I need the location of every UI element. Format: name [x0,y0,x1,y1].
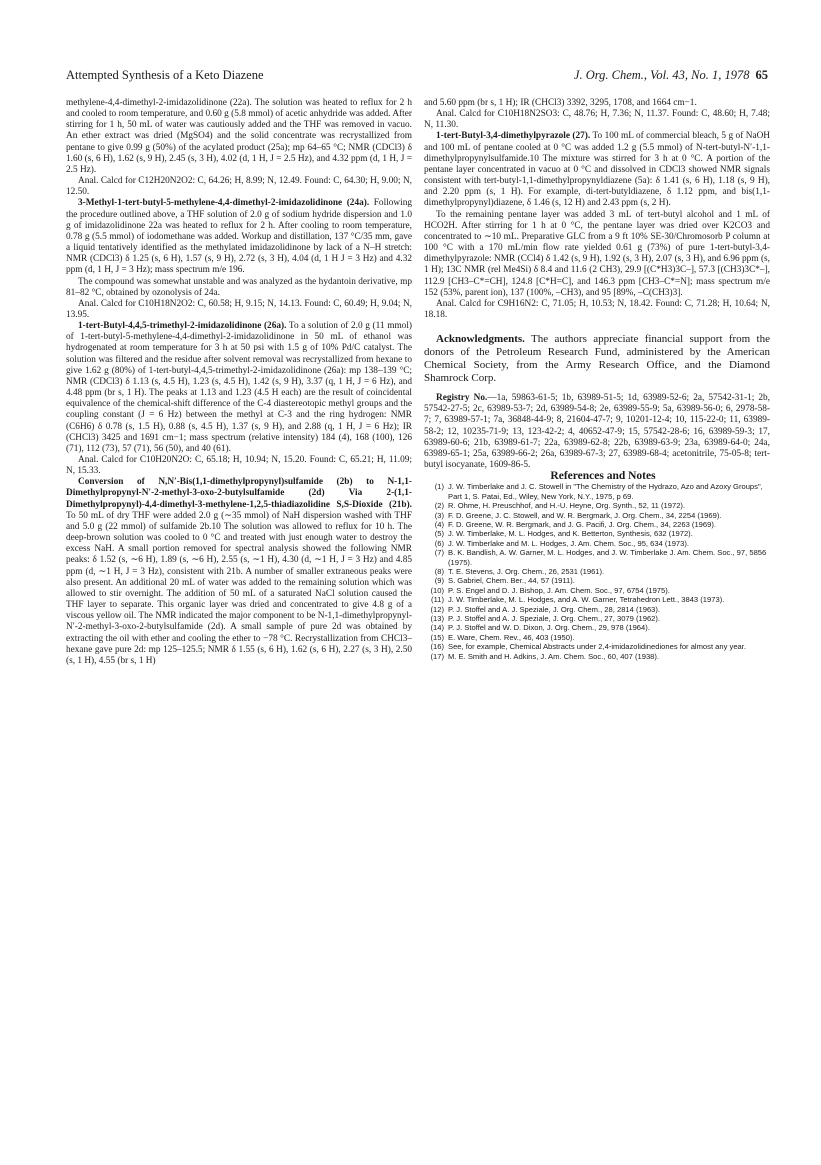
reference-text: M. E. Smith and H. Adkins, J. Am. Chem. Soc., 60, 407 (1938). [448,651,660,661]
reference-number: (1) [434,482,444,492]
reference-number: (16) [430,642,444,652]
reference-text: B. K. Bandlish, A. W. Garner, M. L. Hodges, and J. W. Timberlake J. Am. Chem. Soc., 97, 5856 (1975). [448,548,767,567]
running-title: Attempted Synthesis of a Keto Diazene [66,68,264,82]
paragraph [424,109,770,131]
paragraph-text: —1a, 59863-61-5; 1b, 63989-51-5; 1d, 63989-52-6; 2a, 57542-31-1; 2b, 57542-27-5; 2c, 63989-53-7; 2d, 63989-54-8; 2e, 63989-55-9; 5a, 63989-56-0; 6, 2978-58-7; 7, 63989-57-1; 7a, 36848-44-9; 8, 21604-47-7; 9, 10201-12-4; 10, 115-22-0; 11, 63989-58-2; 12, 10235-71-9; 13, 123-42-2; 4, 40652-47-9; 15, 57542-28-6; 16, 63989-59-3; 17, 63989-60-6; 21b, 63989-61-7; 22a, 63989-62-8; 22b, 63989-63-9; 23a, 63989-64-0; 24a, 63989-65-1; 25a, 63989-66-2; 26a, 63989-67-3; 27, 63989-68-4; acetonitrile, 75-05-8; tert-butyl isocyanate, 1609-86-5. [424,393,770,471]
reference-number: (13) [430,614,444,624]
reference-item [424,539,770,548]
paragraph-text: To a solution of 2.0 g (11 mmol) of 1-tert-butyl-5-methylene-4,4-dimethyl-2-imidazolidinone in 50 mL of ethanol was hydrogenated at room temperature for 3 h at 50 psi with 1.5 g of 10% Pd/C catalyst. The solution was filtered and the residue after solvent removal was recrystallized from hexane to give 1.62 g (80%) of 1-tert-butyl-4,4,5-trimethyl-2-imidazolidinone (26a): mp 138–139 °C; NMR (CDCl3) δ 1.13 (s, 4.5 H), 1.23 (s, 4.5 H), 1.42 (s, 9 H), 3.37 (q, 1 H, J = 6 Hz), and 4.48 ppm (br s, 1 H). The peaks at 1.13 and 1.23 (4.5 H each) are the result of coincidental equivalence of the chemical-shift difference of the C-4 diastereotopic methyl groups and the coupling constant (J = 6 Hz) between the methyl at C-3 and the ring hydrogen: NMR (C6H6) δ 0.78 (s, 1.5 H), 0.88 (s, 4.5 H), 1.37 (s, 9 H), and 2.88 (q, 1 H, J = 6 Hz); IR (CHCl3) 3425 and 1691 cm−1; mass spectrum (relative intensity) 184 (4), 168 (100), 126 (71), 112 (73), 57 (71), 56 (50), and 40 (61). [66,321,413,454]
reference-number: (5) [434,529,444,539]
reference-number: (10) [430,585,444,595]
reference-item [424,652,770,661]
reference-text: P. S. Engel and D. J. Bishop, J. Am. Chem. Soc., 97, 6754 (1975). [448,585,670,595]
paragraph [66,277,412,299]
section-heading: Acknowledgments. [436,333,525,346]
reference-item [424,576,770,585]
reference-item [424,595,770,604]
reference-text: J. W. Timberlake and J. C. Stowell in "The Chemistry of the Hydrazo, Azo and Azoxy Groups", Part 1, S. Patai, Ed., Wiley, New York, N.Y., 1975, p 69. [448,482,763,501]
reference-text: F. D. Greene, J. C. Stowell, and W. R. Bergmark, J. Org. Chem., 34, 2254 (1969). [448,510,722,520]
section-heading: Conversion of N,N′-Bis(1,1-dimethylpropynyl)sulfamide (2b) to N-1,1-Dimethylpropynyl-N′-2-methyl-3-oxo-2-butylsulfamide (2d) Via 2-(1,1-Dimethylpropynyl)-4,4-dimethyl-3-methylene-1,2,5-thiadiazolidine S,S-Dioxide (21b). [66,477,412,510]
paragraph-text: To 100 mL of commercial bleach, 5 g of NaOH and 100 mL of pentane cooled at 0 °C was added 1.2 g (5.5 mmol) of N-tert-butyl-N′-1,1-dimethylpropynylsulfamide.10 The mixture was stirred for 3 h at 0 °C. A portion of the pentane layer concentrated in vacuo at 0 °C and dissolved in CDCl3 showed NMR signals consistent with tert-butyl-1,1-dimethylpropynyldiazene (5a): δ 1.41 (s, 6 H), 1.18 (s, 9 H), and 2.20 ppm (s, 1 H). For example, di-tert-butyldiazene, δ 1.12 ppm, and bis(1,1-dimethylpropynyl)diazene, δ 1.46 (s, 12 H) and 2.43 ppm (s, 2 H). [424,131,770,209]
acknowledgments [424,333,770,385]
reference-number: (2) [434,501,444,511]
reference-item [424,548,770,567]
page-header [66,68,768,84]
reference-number: (14) [430,623,444,633]
reference-item [424,529,770,538]
reference-item [424,642,770,651]
journal-name: J. Org. Chem., Vol. 43, No. 1, 1978 [573,68,750,82]
paragraph-text: Anal. Calcd for C10H18N2O2: C, 60.58; H, 9.15; N, 14.13. Found: C, 60.49; H, 9.04; N, 13.95. [66,298,412,320]
reference-item [424,614,770,623]
reference-text: P. J. Stoffel and A. J. Speziale, J. Org. Chem., 27, 3079 (1962). [448,614,661,624]
reference-text: P. J. Stoffel and A. J. Speziale, J. Org. Chem., 28, 2814 (1963). [448,604,661,614]
reference-text: J. W. Timberlake, M. L. Hodges, and K. Betterton, Synthesis, 632 (1972). [448,529,693,539]
paragraph [66,321,412,455]
reference-text: S. Gabriel, Chem. Ber., 44, 57 (1911). [448,576,575,586]
reference-item [424,605,770,614]
reference-text: See, for example, Chemical Abstracts under 2,4-imidazolidinediones for almost any year. [448,642,746,652]
journal-citation [574,68,768,83]
registry-numbers [424,393,770,471]
reference-number: (4) [434,520,444,529]
paragraph [66,176,412,198]
paragraph-text: The authors appreciate financial support from the donors of the Petroleum Research Fund, administered by the American Chemical Society, from the Army Research Office, and the Diamond Shamrock Corp. [424,333,770,385]
section-heading: 1-tert-Butyl-3,4-dimethylpyrazole (27). [436,131,591,142]
reference-text: F. D. Greene, W. R. Bergmark, and J. G. Pacifi, J. Org. Chem., 34, 2263 (1969). [448,520,716,529]
paragraph [66,98,412,176]
right-column [424,98,770,661]
reference-item [424,520,770,529]
paragraph [66,299,412,321]
paragraph [424,98,770,109]
reference-text: R. Ohme, H. Preuschhof, and H.-U. Heyne, Org. Synth., 52, 11 (1972). [448,501,686,511]
section-heading: 1-tert-Butyl-4,4,5-trimethyl-2-imidazolidinone (26a). [78,321,287,332]
right-column-body [424,98,770,471]
reference-number: (6) [434,538,444,548]
paragraph [66,477,412,667]
reference-text: J. W. Timberlake and M. L. Hodges, J. Am. Chem. Soc., 95, 634 (1973). [448,538,689,548]
reference-number: (11) [431,595,444,605]
reference-text: J. W. Timberlake, M. L. Hodges, and A. W. Garner, Tetrahedron Lett., 3843 (1973). [448,595,725,605]
paragraph-text: Anal. Calcd for C10H18N2SO3: C, 48.76; H, 7.36; N, 11.37. Found: C, 48.60; H, 7.48; N, 11.30. [424,109,770,131]
paragraph [424,210,770,299]
reference-item [424,567,770,576]
paragraph-text: To the remaining pentane layer was added 3 mL of tert-butyl alcohol and 1 mL of HCO2H. After stirring for 1 h at 0 °C, the pentane layer was dried over K2CO3 and concentrated to ∼10 mL. Preparative GLC from a 9 ft 10% SE-30/Chromosorb P column at 100 °C with a 170 mL/min flow rate yielded 0.61 g (73%) of pure 1-tert-butyl-3,4-dimethylpyrazole: NMR (CCl4) δ 1.42 (s, 9 H), 1.92 (s, 3 H), 2.07 (s, 3 H), and 6.96 ppm (s, 1 H); 13C NMR (rel Me4Si) δ 8.4 and 11.6 (2 CH3), 29.9 [(C*H3)3C–], 57.3 [(CH3)3C*–], 112.9 [CH3–C*=CH], 124.8 [C*H=C], and 146.3 ppm [CH3–C*=N]; mass spectrum m/e 152 (53%, parent ion), 137 (100%, –CH3), and 95 [89%, –C(CH3)3]. [424,209,770,298]
reference-item [424,633,770,642]
paragraph-text: and 5.60 ppm (br s, 1 H); IR (CHCl3) 3392, 3295, 1708, and 1664 cm−1. [424,98,697,108]
reference-item [424,586,770,595]
reference-item [424,623,770,632]
left-column [66,98,412,667]
references-list [424,482,770,661]
page-number: 65 [755,68,768,82]
reference-item [424,482,770,501]
paragraph-text: methylene-4,4-dimethyl-2-imidazolidinone (22a). The solution was heated to reflux for 2 h and cooled to room temperature, and 0.60 g (5.8 mmol) of acetic anhydride was added. After stirring for 1 h, 50 mL of water was cautiously added and the THF was removed in vacuo. An ether extract was dried (MgSO4) and the solid concentrate was recrystallized from pentane to give 0.99 g (50%) of the acylated product (25a); mp 64–65 °C; NMR (CDCl3) δ 1.60 (s, 6 H), 1.62 (s, 9 H), 2.45 (s, 3 H), 4.02 (d, 1 H, J = 2.5 Hz), and 4.32 ppm (d, 1 H, J = 2.5 Hz). [66,98,412,175]
paragraph-text: Anal. Calcd for C9H16N2: C, 71.05; H, 10.53; N, 18.42. Found: C, 71.28; H, 10.64; N, 18.18. [424,298,770,320]
paragraph [66,455,412,477]
reference-number: (15) [430,632,444,642]
reference-number: (17) [430,651,444,661]
references-title: References and Notes [550,470,656,483]
reference-item [424,511,770,520]
paragraph-text: Anal. Calcd for C12H20N2O2: C, 64.26; H, 8.99; N, 12.49. Found: C, 64.30; H, 9.00; N, 12.50. [66,176,412,198]
reference-text: E. Ware, Chem. Rev., 46, 403 (1950). [448,632,575,642]
paragraph-text: Anal. Calcd for C10H20N2O: C, 65.18; H, 10.94; N, 15.20. Found: C, 65.21; H, 11.09; N, 15.33. [66,455,412,477]
section-heading: Registry No. [436,393,488,404]
paragraph-text: The compound was somewhat unstable and was analyzed as the hydantoin derivative, mp 81–82 °C, obtained by ozonolysis of 24a. [66,276,412,298]
paragraph-text: Following the procedure outlined above, a THF solution of 2.0 g of sodium hydride dispersion and 1.0 g of imidazolidinone 22a was heated to reflux for 2 h. After cooling to room temperature, 0.78 g (5.5 mmol) of iodomethane was added. Workup and distillation, 137 °C/35 mm, gave a liquid tentatively identified as the methylated imidazolidinone by lack of a N–H stretch: NMR (CDCl3) δ 1.25 (s, 6 H), 1.57 (s, 9 H), 2.72 (s, 3 H), 4.04 (d, 1 H J = 3 Hz) and 4.32 ppm (d, 1 H, J = 3 Hz); mass spectrum m/e 196. [66,198,412,276]
paragraph [424,131,770,209]
paragraph [424,299,770,321]
reference-number: (3) [434,510,444,520]
section-heading: 3-Methyl-1-tert-butyl-5-methylene-4,4-dimethyl-2-imidazolidinone (24a). [78,198,370,209]
reference-number: (12) [430,604,444,614]
paragraph [66,198,412,276]
reference-text: T. E. Stevens, J. Org. Chem., 26, 2531 (1961). [448,567,605,577]
reference-number: (8) [434,567,444,577]
paragraph-text: To 50 mL of dry THF were added 2.0 g (∼35 mmol) of NaH dispersion washed with THF and 5.0 g (22 mmol) of sulfamide 2b.10 The solution was allowed to reflux for 10 h. The deep-brown solution was cooled to 0 °C and treated with just enough water to destroy the excess NaH. A small portion removed for spectral analysis showed the following NMR peaks: δ 1.52 (s, ∼6 H), 1.89 (s, ∼6 H), 2.55 (s, ∼1 H), 4.30 (d, ∼1 H, J = 3 Hz) and 4.85 ppm (d, ∼1 H, J = 3 Hz), consistent with 21b. A number of smaller extraneous peaks were also present. An additional 20 mL of water was added to the remaining solution which was allowed to stir overnight. The addition of 50 mL of a saturated NaCl solution caused the THF layer to separate. This organic layer was dried and concentrated to give 4.8 g of a viscous yellow oil. The NMR indicated the major component to be N-1,1-dimethylpropynyl-N′-2-methyl-3-oxo-2-butylsulfamide (2d). A small sample of pure 2d was obtained by extracting the oil with ether and cooling the ether to −78 °C. Recrystallization from CHCl3–hexane gave pure 2d: mp 125–125.5; NMR δ 1.55 (s, 6 H), 1.62 (s, 6 H), 2.27 (s, 3 H), 2.50 (s, 1 H), 4.55 (br s, 1 H) [66,510,412,666]
reference-number: (9) [434,576,444,586]
reference-item [424,501,770,510]
reference-number: (7) [434,548,444,558]
reference-text: P. J. Stoffel and W. D. Dixon, J. Org. Chem., 29, 978 (1964). [448,623,650,633]
